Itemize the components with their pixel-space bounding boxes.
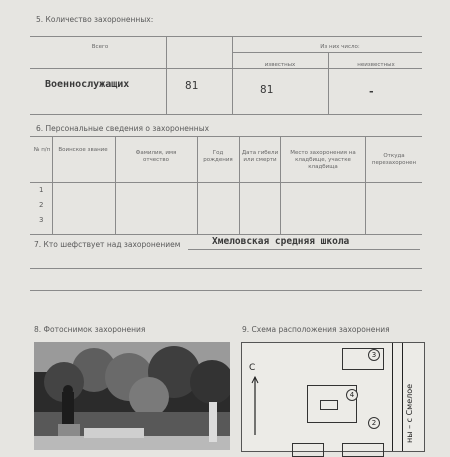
row-number: 1 <box>39 186 44 194</box>
road-label: ны – с Смелое <box>405 383 414 443</box>
header-birth: Год рождения <box>203 150 233 163</box>
north-arrow-icon <box>251 375 259 435</box>
known-count: 81 <box>260 83 274 96</box>
section7-title: 7. Кто шефствует над захоронением <box>34 240 181 249</box>
section6-title: 6. Персональные сведения о захороненных <box>36 124 210 133</box>
marker-3: 3 <box>368 349 380 361</box>
divider <box>30 114 422 115</box>
memorial-photo <box>34 342 230 450</box>
header-num: № п/п <box>33 147 51 153</box>
header-from: Откуда перезахоронен <box>371 153 417 166</box>
divider <box>328 52 329 114</box>
divider <box>30 268 422 269</box>
col-including-header: Из них число: <box>320 44 360 50</box>
divider <box>30 182 422 183</box>
divider <box>188 249 420 250</box>
road-edge <box>392 343 393 451</box>
divider <box>197 136 198 234</box>
col-known-header: известных <box>264 62 296 68</box>
total-count: 81 <box>185 79 199 92</box>
building-2 <box>342 443 384 457</box>
building-left <box>292 443 324 457</box>
header-place: Место захоронения на кладбище, участке кладбища <box>290 150 356 170</box>
divider <box>232 36 233 114</box>
section8-title: 8. Фотоснимок захоронения <box>34 325 146 334</box>
col-unknown-header: неизвестных <box>357 62 395 68</box>
divider <box>115 136 116 234</box>
location-scheme <box>241 342 425 452</box>
divider <box>30 36 422 37</box>
row-number: 2 <box>39 201 44 209</box>
header-death: Дата гибели или смерти <box>241 150 279 163</box>
section9-title: 9. Схема расположения захоронения <box>242 325 390 334</box>
header-rank: Воинское звание <box>58 147 108 153</box>
header-name: Фамилия, имя отчество <box>135 150 177 163</box>
patron-value: Хмеловская средняя школа <box>212 236 350 247</box>
divider <box>365 136 366 234</box>
marker-4: 4 <box>346 389 358 401</box>
divider <box>30 234 422 235</box>
unknown-count: - <box>368 85 375 98</box>
divider <box>30 136 422 137</box>
row-label: Военнослужащих <box>45 79 130 90</box>
divider <box>280 136 281 234</box>
divider <box>30 290 422 291</box>
divider <box>166 36 167 114</box>
divider <box>232 52 422 53</box>
marker-2: 2 <box>368 417 380 429</box>
col-total-header: Всего <box>91 44 109 50</box>
grave-monument <box>320 400 338 410</box>
road-edge <box>402 343 403 451</box>
north-label: С <box>249 363 256 373</box>
section5-title: 5. Количество захороненных: <box>36 15 154 24</box>
divider <box>52 136 53 234</box>
row-number: 3 <box>39 216 44 224</box>
